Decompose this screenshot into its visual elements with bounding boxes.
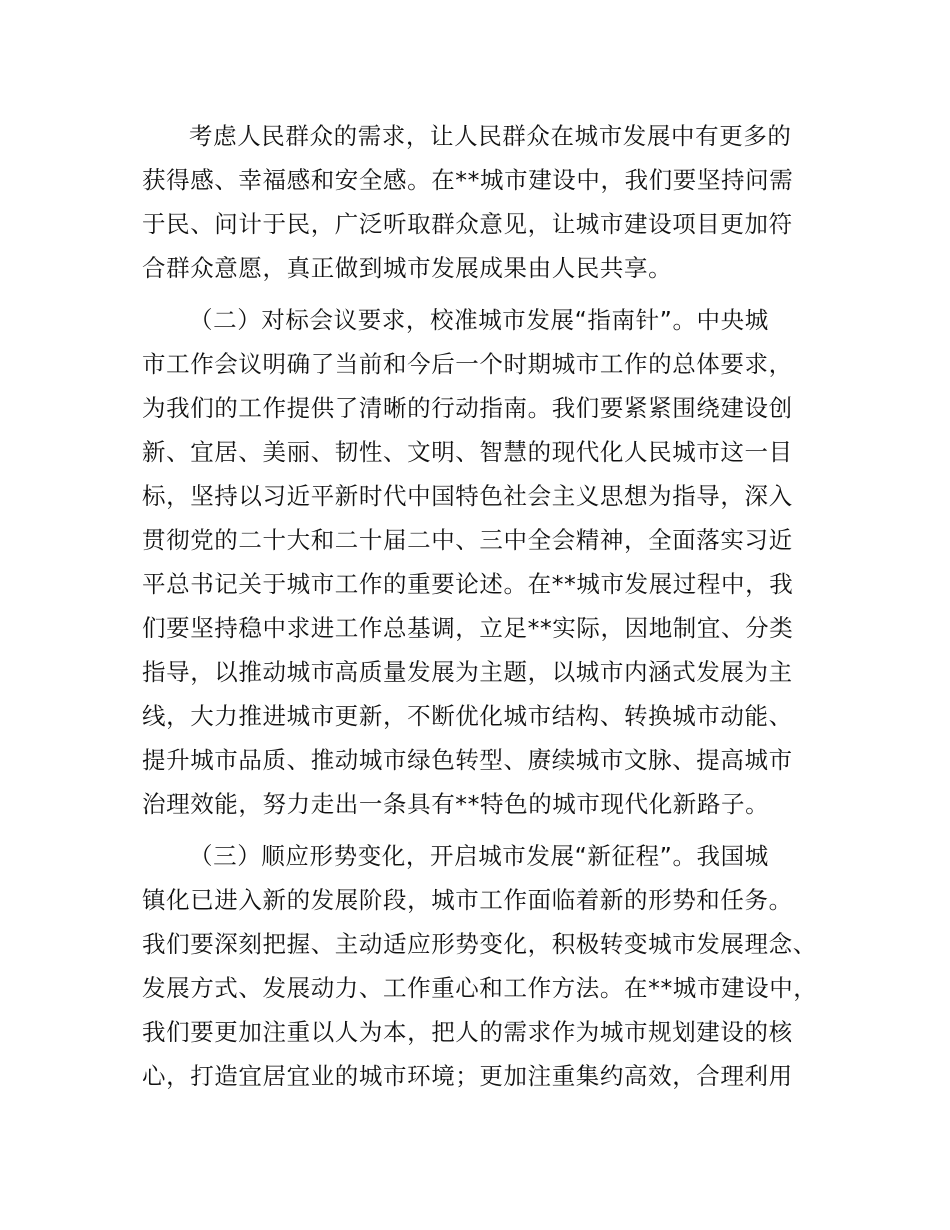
text-line: 新、宜居、美丽、韧性、文明、智慧的现代化人民城市这一目: [142, 438, 793, 466]
text-line: 指导，以推动城市高质量发展为主题，以城市内涵式发展为主: [142, 658, 793, 686]
text-line: 考虑人民群众的需求，让人民群众在城市发展中有更多的: [189, 122, 792, 150]
text-line: 平总书记关于城市工作的重要论述。在**城市发展过程中，我: [142, 570, 794, 598]
text-line: 合群众意愿，真正做到城市发展成果由人民共享。: [142, 254, 673, 282]
text-line: 治理效能，努力走出一条具有**特色的城市现代化新路子。: [142, 790, 770, 818]
text-line: （三）顺应形势变化，开启城市发展“新征程”。我国城: [189, 842, 769, 870]
text-line: 我们要深刻把握、主动适应形势变化，积极转变城市发展理念、: [142, 930, 817, 958]
text-line: 发展方式、发展动力、工作重心和工作方法。在**城市建设中，: [142, 974, 818, 1002]
text-line: 提升城市品质、推动城市绿色转型、赓续城市文脉、提高城市: [142, 746, 793, 774]
text-line: 标，坚持以习近平新时代中国特色社会主义思想为指导，深入: [142, 482, 793, 510]
text-line: （二）对标会议要求，校准城市发展“指南针”。中央城: [189, 306, 769, 334]
paragraph-3: [142, 834, 832, 1098]
text-line: 线，大力推进城市更新，不断优化城市结构、转换城市动能、: [142, 702, 793, 730]
text-line: 我们要更加注重以人为本，把人的需求作为城市规划建设的核: [142, 1018, 793, 1046]
text-line: 于民、问计于民，广泛听取群众意见，让城市建设项目更加符: [142, 210, 793, 238]
paragraph-1: [142, 114, 832, 290]
text-line: 为我们的工作提供了清晰的行动指南。我们要紧紧围绕建设创: [142, 394, 793, 422]
paragraph-2: [142, 298, 832, 826]
document-body: [142, 114, 832, 1106]
text-line: 贯彻党的二十大和二十届二中、三中全会精神，全面落实习近: [142, 526, 793, 554]
text-line: 获得感、幸福感和安全感。在**城市建设中，我们要坚持问需: [142, 166, 794, 194]
text-line: 市工作会议明确了当前和今后一个时期城市工作的总体要求，: [142, 350, 793, 378]
text-line: 们要坚持稳中求进工作总基调，立足**实际，因地制宜、分类: [142, 614, 794, 642]
text-line: 心，打造宜居宜业的城市环境；更加注重集约高效，合理利用: [142, 1062, 793, 1090]
text-line: 镇化已进入新的发展阶段，城市工作面临着新的形势和任务。: [142, 886, 793, 914]
